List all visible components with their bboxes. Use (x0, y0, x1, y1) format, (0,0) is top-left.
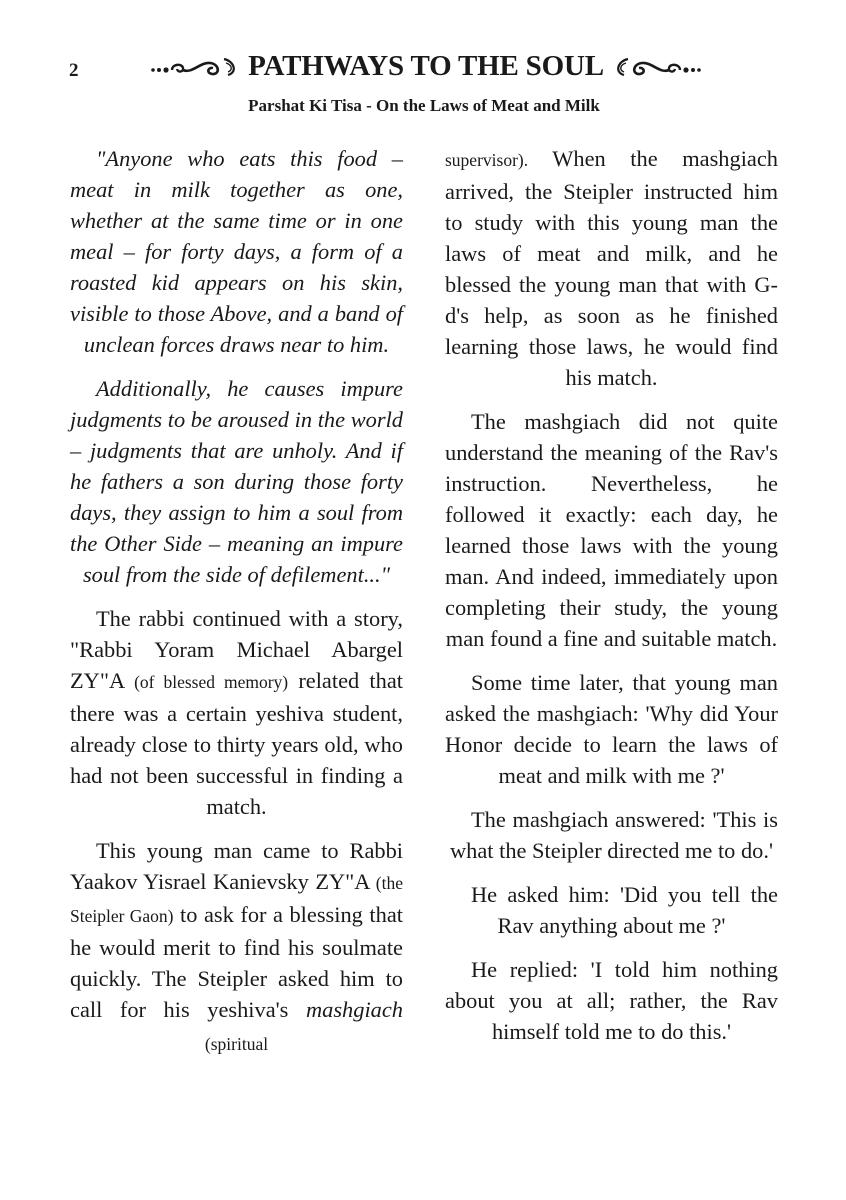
running-header (0, 50, 846, 83)
story-paragraph-4: The mashgiach did not quite understand the meaning of the Rav's instruction. Nevertheless, he followed it exactly: each day, he learned those laws with the young man. And indeed, immediately upon completing their study, the young man found a fine and suitable match. (445, 409, 778, 651)
parenthetical-note: supervisor). (445, 150, 529, 170)
parenthetical-note: (the Steipler Gaon) (70, 873, 403, 926)
parenthetical-note: (of blessed memory) (134, 672, 289, 692)
quote-paragraph-2: Additionally, he causes impure judgments to be aroused in the world – judgments that are unholy. And if he fathers a son during those forty days, they assign to him a soul from the Other Side – meaning an impure soul from the side of defilement..." (70, 376, 403, 587)
chapter-subtitle: Parshat Ki Tisa - On the Laws of Meat and Milk (248, 96, 600, 115)
parenthetical-note: (spiritual (204, 1034, 269, 1054)
right-column (445, 143, 778, 1060)
story-paragraph-3 (445, 143, 778, 393)
italic-term: mashgiach (305, 997, 403, 1022)
story-paragraph-6: The mashgiach answered: 'This is what the Steipler directed me to do.' (449, 807, 778, 863)
flourish-right-ornament-icon (608, 56, 702, 78)
story-text: The rabbi continued with a story, "Rabbi Yoram Michael Abargel ZY"A (70, 606, 403, 693)
story-paragraph-7: He asked him: 'Did you tell the Rav anything about me ?' (471, 882, 778, 938)
story-paragraph-8: He replied: 'I told him nothing about you at all; rather, the Rav himself told me to do this.' (445, 957, 778, 1044)
story-text: related that there was a certain yeshiva student, already close to thirty years old, who had not been successful in finding a match. (70, 668, 403, 819)
left-column (70, 143, 403, 1073)
story-text: to ask for a blessing that he would merit to find his soulmate quickly. The Steipler asked him to call for his yeshiva's (70, 902, 403, 1022)
story-paragraph-2 (70, 835, 403, 1060)
quote-paragraph-1: "Anyone who eats this food – meat in milk together as one, whether at the same time or in one meal – for forty days, a form of a roasted kid appears on his skin, visible to those Above, and a band of unclean forces draws near to him. (70, 146, 403, 357)
flourish-left-ornament-icon (150, 56, 244, 78)
book-title: PATHWAYS TO THE SOUL (248, 50, 604, 82)
story-paragraph-5: Some time later, that young man asked the mashgiach: 'Why did Your Honor decide to learn the laws of meat and milk with me ?' (445, 670, 778, 788)
page-number: 2 (69, 60, 79, 81)
story-text: When the mashgiach arrived, the Steipler instructed him to study with this young man the laws of meat and milk, and he blessed the young man that with G-d's help, as soon as he finished learning those laws, he would find his match. (445, 146, 778, 390)
story-text: This young man came to Rabbi Yaakov Yisrael Kanievsky ZY"A (70, 838, 403, 894)
story-paragraph-1 (70, 603, 403, 822)
